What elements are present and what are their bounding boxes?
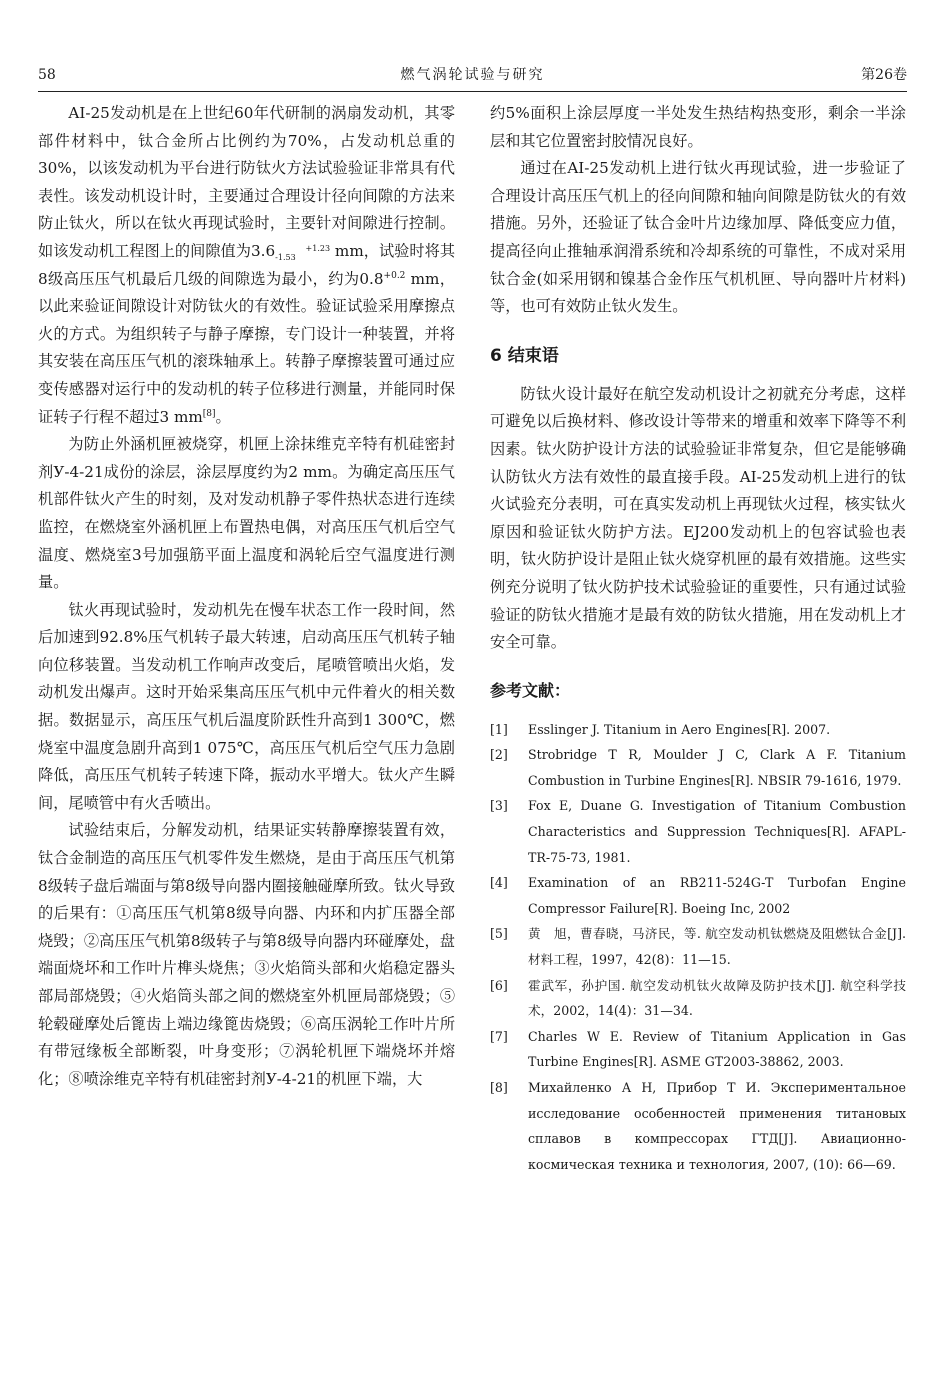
text-run: 。 xyxy=(215,407,231,426)
tolerance-superscript-subscript xyxy=(275,244,330,262)
reference-number: [7] xyxy=(490,1028,508,1044)
paragraph-ai25-intro xyxy=(38,100,455,431)
reference-number: [1] xyxy=(490,721,508,737)
paragraph-verification: 通过在AI-25发动机上进行钛火再现试验，进一步验证了合理设计高压压气机上的径向间隙和轴向间隙是防钛火的有效措施。另外，还验证了钛合金叶片边缘加厚、降低变应力值，提高径向止推轴承润滑系统和冷却系统的可靠性，不成对采用钛合金(如采用钢和镍基合金作压气机机匣、导向器叶片材料)等，也可有效防止钛火发生。 xyxy=(490,159,906,316)
reference-item xyxy=(490,973,906,1024)
text-run: mm，以此来验证间隙设计对防钛火的有效性。验证试验采用摩擦点火的方式。为组织转子与静子摩擦，专门设计一种装置，并将其安装在高压压气机的滚珠轴承上。转静子摩擦装置可通过应变传感器对运行中的发动机的转子位移进行测量，并能同时保证转子行程不超过3 mm xyxy=(38,269,455,426)
text-run: mm，试验时将其8级高压压气机最后几级的间隙选为最小，约为0.8 xyxy=(38,241,456,288)
reference-item xyxy=(490,717,906,743)
running-header xyxy=(38,64,907,86)
reference-item xyxy=(490,1024,906,1075)
reference-text: 霍武军，孙护国. 航空发动机钛火故障及防护技术[J]. 航空科学技术，2002，14(4)：31—34. xyxy=(528,977,906,1019)
reference-number: [4] xyxy=(490,875,508,891)
paragraph-conclusion: 防钛火设计最好在航空发动机设计之初就充分考虑，这样可避免以后换材料、修改设计等带来的增重和效率下降等不利因素。钛火防护设计方法的试验验证非常复杂，但它是能够确认防钛火方法有效性的最直接手段。AI-25发动机上进行的钛火试验充分表明，可在真实发动机上再现钛火过程，核实钛火原因和验证钛火防护方法。EJ200发动机上的包容试验也表明，钛火防护设计是阻止钛火烧穿机匣的最有效措施。这些实例充分说明了钛火防护技术试验验证的重要性，只有通过试验验证的防钛火措施才是最有效的防钛火措施，用在发动机上才安全可靠。 xyxy=(490,384,906,652)
reference-number: [5] xyxy=(490,926,508,942)
reference-text: Charles W E. Review of Titanium Application in Gas Turbine Engines[R]. ASME GT2003-38862, 2003. xyxy=(528,1028,906,1070)
section-6-heading: 6 结束语 xyxy=(490,345,559,366)
text-run: AI-25发动机是在上世纪60年代研制的涡扇发动机，其零部件材料中，钛合金所占比例约为70%，占发动机总重的30%，以该发动机为平台进行防钛火方法试验验证非常具有代表性。该发动机设计时，主要通过合理设计径向间隙的方法来防止钛火，所以在钛火再现试验时，主要针对间隙进行控制。如该发动机工程图上的间隙值为3.6 xyxy=(38,104,455,260)
tolerance-upper: +1.23 xyxy=(305,243,331,253)
reference-item xyxy=(490,870,906,921)
paragraph-fire-test: 钛火再现试验时，发动机先在慢车状态工作一段时间，然后加速到92.8%压气机转子最大转速，启动高压压气机转子轴向位移装置。当发动机工作响声改变后，尾喷管喷出火焰，发动机发出爆声。这时开始采集高压压气机中元件着火的相关数据。数据显示，高压压气机后温度阶跃性升高到1 300℃，燃烧室中温度急剧升高到1 075℃，高压压气机后空气压力急剧降低，高压压气机转子转速下降，振动水平增大。钛火产生瞬间，尾喷管中有火舌喷出。 xyxy=(38,600,455,812)
reference-item xyxy=(490,793,906,870)
paragraph-coating: 为防止外涵机匣被烧穿，机匣上涂抹维克辛特有机硅密封剂У-4-21成份的涂层，涂层厚度约为2 mm。为确定高压压气机部件钛火产生的时刻，及对发动机静子零件热状态进行连续监控，在燃烧室外涵机匣上布置热电偶，对高压压气机后空气温度、燃烧室3号加强筋平面上温度和涡轮后空气温度进行测量。 xyxy=(38,435,455,592)
journal-title: 燃气涡轮试验与研究 xyxy=(400,67,545,83)
tolerance-lower: -1.53 xyxy=(275,252,296,262)
reference-item xyxy=(490,921,906,972)
paragraph-continued: 约5%面积上涂层厚度一半处发生热结构热变形，剩余一半涂层和其它位置密封胶情况良好。 xyxy=(490,104,906,150)
reference-text: Esslinger J. Titanium in Aero Engines[R]. 2007. xyxy=(528,721,831,737)
reference-text: Examination of an RB211-524G-T Turbofan Engine Compressor Failure[R]. Boeing Inc, 2002 xyxy=(528,875,906,916)
reference-number: [2] xyxy=(490,747,508,763)
page-number: 58 xyxy=(38,67,56,83)
volume-label: 第26卷 xyxy=(861,67,907,83)
reference-list xyxy=(490,717,906,1178)
header-rule xyxy=(38,91,907,92)
reference-item xyxy=(490,742,906,793)
reference-number: [8] xyxy=(490,1080,508,1095)
paragraph-teardown: 试验结束后，分解发动机，结果证实转静摩擦装置有效，钛合金制造的高压压气机零件发生燃烧，是由于高压压气机第8级转子盘后端面与第8级导向器内圈接触碰摩所致。钛火导致的后果有：①高压压气机第8级导向器、内环和内扩压器全部烧毁；②高压压气机第8级转子与第8级导向器内环碰摩处，盘端面烧坏和工作叶片榫头烧焦；③火焰筒头部和火焰稳定器头部局部烧毁；④火焰筒头部之间的燃烧室外机匣局部烧毁；⑤轮毂碰摩处后篦齿上端边缘篦齿烧毁；⑥高压涡轮工作叶片所有带冠缘板全部断裂，叶身变形；⑦涡轮机匣下端烧坏并熔化；⑧喷涂维克辛特有机硅密封剂У-4-21的机匣下端，大 xyxy=(38,821,455,1088)
reference-text: Fox E, Duane G. Investigation of Titanium Combustion Characteristics and Suppression Techniques[R]. AFAPL-TR-75-73, 1981. xyxy=(528,798,906,865)
references-heading: 参考文献： xyxy=(490,680,571,700)
right-column xyxy=(490,100,906,1177)
reference-text: Strobridge T R, Moulder J C, Clark A F. Titanium Combustion in Turbine Engines[R]. NBSIR 79-1616, 1979. xyxy=(528,747,906,788)
reference-number: [3] xyxy=(490,798,508,814)
reference-text: 黄 旭，曹春晓，马济民，等. 航空发动机钛燃烧及阻燃钛合金[J]. 材料工程，1997，42(8)：11—15. xyxy=(528,926,906,968)
tolerance-superscript: +0.2 xyxy=(383,270,406,281)
left-column xyxy=(38,100,455,1093)
reference-text: Михайленко А Н, Прибор Т И. Экспериментальное исследование особенностей применения титановых сплавов в компрессорах ГТД[J]. Авиационно-космическая техника и технология, 2007, (10): 66—69. xyxy=(528,1080,906,1172)
reference-item xyxy=(490,1075,906,1177)
citation-ref: [8] xyxy=(202,408,216,419)
reference-number: [6] xyxy=(490,977,508,993)
